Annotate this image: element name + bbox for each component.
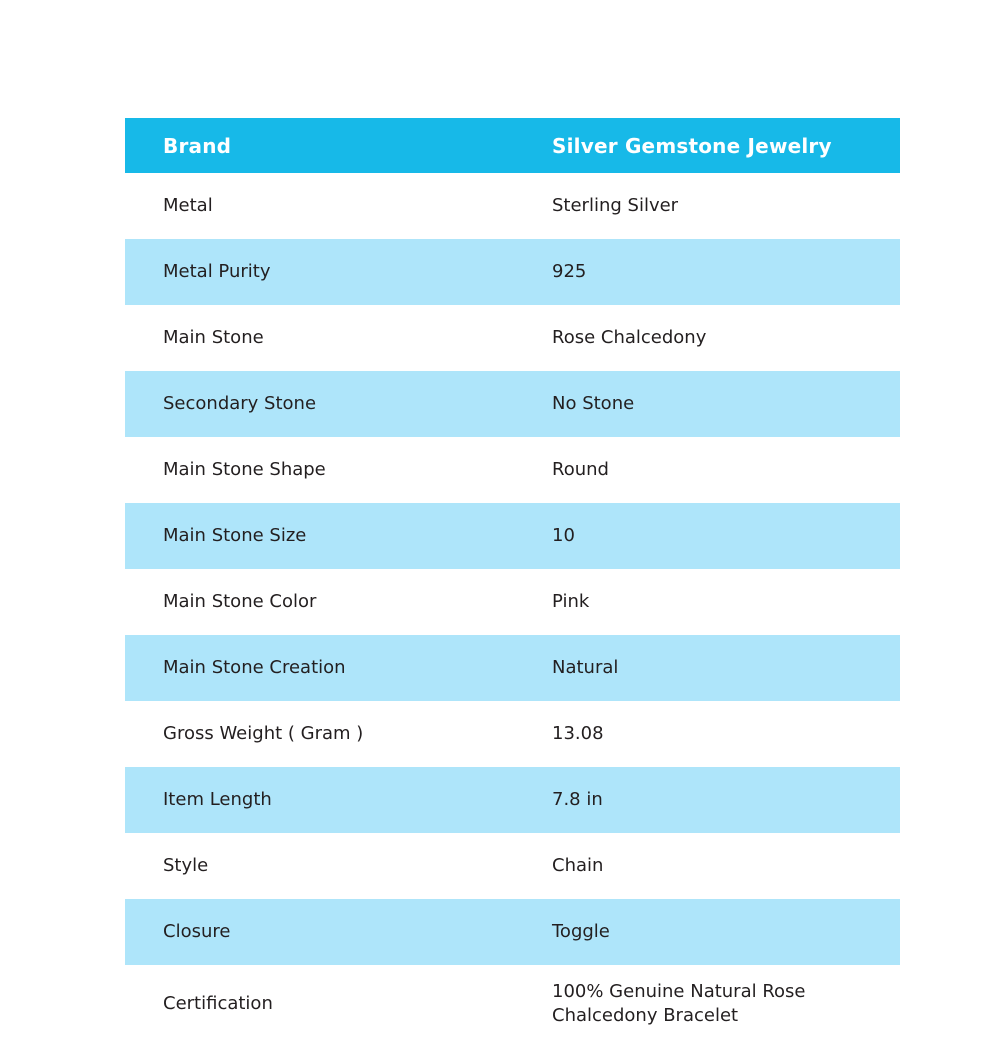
spec-value: Chain	[513, 833, 900, 899]
table-row	[125, 635, 900, 701]
table-row	[125, 767, 900, 833]
table-row	[125, 503, 900, 569]
spec-value: Pink	[513, 569, 900, 635]
spec-label: Closure	[125, 899, 513, 965]
table-row	[125, 173, 900, 239]
table-row	[125, 371, 900, 437]
table-row	[125, 569, 900, 635]
spec-value: Sterling Silver	[513, 173, 900, 239]
spec-value: 13.08	[513, 701, 900, 767]
table-row	[125, 899, 900, 965]
spec-label: Metal Purity	[125, 239, 513, 305]
table-row	[125, 833, 900, 899]
table-body	[125, 173, 900, 1043]
column-header-brand: Brand	[125, 118, 513, 173]
table-header-row	[125, 118, 900, 173]
spec-value: No Stone	[513, 371, 900, 437]
spec-value: Toggle	[513, 899, 900, 965]
spec-value: 7.8 in	[513, 767, 900, 833]
spec-label: Certification	[125, 965, 513, 1043]
table-row	[125, 305, 900, 371]
spec-value: 10	[513, 503, 900, 569]
spec-label: Style	[125, 833, 513, 899]
spec-value: 100% Genuine Natural Rose Chalcedony Bracelet	[513, 965, 900, 1043]
spec-label: Main Stone Size	[125, 503, 513, 569]
spec-label: Gross Weight ( Gram )	[125, 701, 513, 767]
spec-label: Main Stone	[125, 305, 513, 371]
spec-label: Main Stone Shape	[125, 437, 513, 503]
column-header-brand-value: Silver Gemstone Jewelry	[513, 118, 900, 173]
table-row	[125, 965, 900, 1043]
spec-value: Natural	[513, 635, 900, 701]
spec-label: Main Stone Creation	[125, 635, 513, 701]
spec-label: Metal	[125, 173, 513, 239]
spec-value: 925	[513, 239, 900, 305]
spec-value: Rose Chalcedony	[513, 305, 900, 371]
table-row	[125, 701, 900, 767]
product-specification-table	[125, 118, 900, 1043]
table-row	[125, 437, 900, 503]
spec-label: Secondary Stone	[125, 371, 513, 437]
spec-label: Item Length	[125, 767, 513, 833]
table-row	[125, 239, 900, 305]
spec-value: Round	[513, 437, 900, 503]
table-header	[125, 118, 900, 173]
spec-label: Main Stone Color	[125, 569, 513, 635]
